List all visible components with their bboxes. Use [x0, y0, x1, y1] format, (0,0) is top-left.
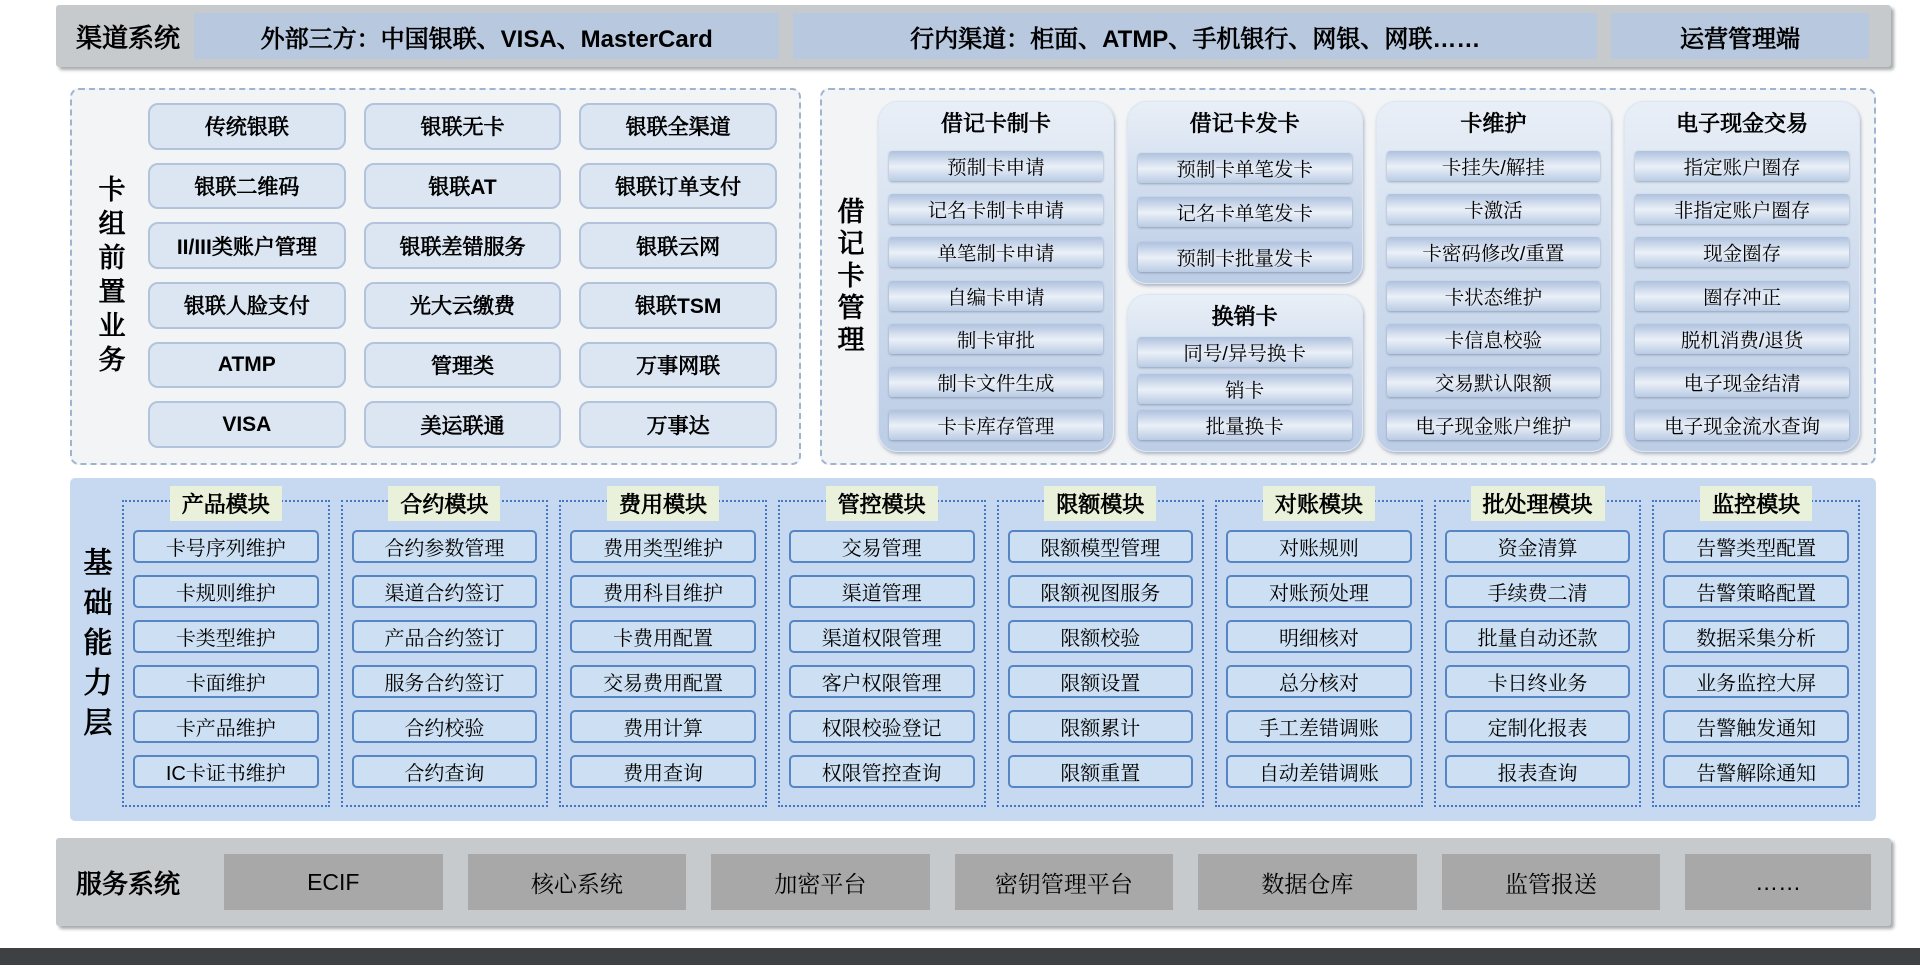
debit-button: 卡信息校验 — [1387, 324, 1601, 354]
debit-panel — [1376, 101, 1612, 452]
debit-button: 指定账户圈存 — [1635, 151, 1849, 181]
debit-button: 同号/异号换卡 — [1138, 337, 1352, 367]
module-title: 产品模块 — [170, 486, 282, 521]
module-button: 卡面维护 — [133, 665, 319, 698]
debit-button: 圈存冲正 — [1635, 281, 1849, 311]
base-layer-label: 基础能力层 — [79, 546, 112, 747]
debit-button: 卡挂失/解挂 — [1387, 151, 1601, 181]
card-front-button: 传统银联 — [148, 103, 346, 150]
debit-button: 卡状态维护 — [1387, 281, 1601, 311]
module-button: 限额视图服务 — [1008, 575, 1194, 608]
module-button: 手工差错调账 — [1226, 710, 1412, 743]
debit-button: 交易默认限额 — [1387, 367, 1601, 397]
debit-button: 卡卡库存管理 — [889, 410, 1103, 440]
module-button: 合约参数管理 — [352, 530, 538, 563]
debit-button: 批量换卡 — [1138, 410, 1352, 440]
module-button: 自动差错调账 — [1226, 755, 1412, 788]
module-button: 卡产品维护 — [133, 710, 319, 743]
module-button: 费用科目维护 — [570, 575, 756, 608]
card-front-button: 银联二维码 — [148, 163, 346, 210]
bottom-strip — [0, 948, 1920, 965]
module-panel — [122, 492, 330, 807]
service-box: 数据仓库 — [1198, 854, 1417, 910]
service-box: 加密平台 — [711, 854, 930, 910]
module-button: 告警策略配置 — [1663, 575, 1849, 608]
debit-column — [878, 101, 1114, 452]
debit-button: 非指定账户圈存 — [1635, 194, 1849, 224]
module-button: 卡规则维护 — [133, 575, 319, 608]
debit-panel — [1624, 101, 1860, 452]
debit-panel-title: 借记卡发卡 — [1189, 111, 1300, 136]
module-title: 限额模块 — [1044, 486, 1156, 521]
module-button: 渠道权限管理 — [789, 620, 975, 653]
channel-box: 外部三方：中国银联、VISA、MasterCard — [194, 13, 779, 59]
module-button: 费用类型维护 — [570, 530, 756, 563]
debit-panel — [878, 101, 1114, 452]
debit-panel — [1127, 101, 1363, 284]
debit-column — [1624, 101, 1860, 452]
module-button: 限额校验 — [1008, 620, 1194, 653]
module-button: 告警触发通知 — [1663, 710, 1849, 743]
card-front-button: II/III类账户管理 — [148, 222, 346, 269]
service-boxes — [194, 854, 1891, 910]
module-title: 监控模块 — [1700, 486, 1812, 521]
service-box: …… — [1685, 854, 1871, 910]
module-button: 权限校验登记 — [789, 710, 975, 743]
module-button: 对账预处理 — [1226, 575, 1412, 608]
debit-button: 电子现金账户维护 — [1387, 410, 1601, 440]
debit-button: 制卡审批 — [889, 324, 1103, 354]
module-panel — [778, 492, 986, 807]
module-panel — [1215, 492, 1423, 807]
card-front-button: 万事网联 — [579, 342, 777, 389]
module-button: 卡类型维护 — [133, 620, 319, 653]
card-front-button: 银联TSM — [579, 282, 777, 329]
module-button: 告警解除通知 — [1663, 755, 1849, 788]
card-front-button: 美运联通 — [364, 401, 562, 448]
module-button: 合约查询 — [352, 755, 538, 788]
channel-box: 行内渠道：柜面、ATMP、手机银行、网银、网联…… — [793, 13, 1597, 59]
card-front-grid — [148, 90, 799, 463]
module-title: 批处理模块 — [1471, 486, 1605, 521]
module-button: 总分核对 — [1226, 665, 1412, 698]
channel-bar-label: 渠道系统 — [76, 22, 181, 53]
module-button: 限额设置 — [1008, 665, 1194, 698]
card-front-button: 万事达 — [579, 401, 777, 448]
debit-panel-title: 换销卡 — [1211, 304, 1278, 329]
module-button: 卡号序列维护 — [133, 530, 319, 563]
module-button: 产品合约签订 — [352, 620, 538, 653]
debit-button: 制卡文件生成 — [889, 367, 1103, 397]
module-button: 权限管控查询 — [789, 755, 975, 788]
module-button: 费用查询 — [570, 755, 756, 788]
debit-button: 记名卡制卡申请 — [889, 194, 1103, 224]
module-button: 业务监控大屏 — [1663, 665, 1849, 698]
card-front-button: 银联差错服务 — [364, 222, 562, 269]
module-title: 费用模块 — [607, 486, 719, 521]
module-panel — [1652, 492, 1860, 807]
debit-button: 自编卡申请 — [889, 281, 1103, 311]
service-box: 监管报送 — [1442, 854, 1661, 910]
module-button: 渠道管理 — [789, 575, 975, 608]
debit-button: 单笔制卡申请 — [889, 237, 1103, 267]
debit-button: 现金圈存 — [1635, 237, 1849, 267]
module-button: 对账规则 — [1226, 530, 1412, 563]
channel-box: 运营管理端 — [1611, 13, 1869, 59]
module-panel — [997, 492, 1205, 807]
module-panel — [1434, 492, 1642, 807]
card-front-button: 银联订单支付 — [579, 163, 777, 210]
module-button: 交易管理 — [789, 530, 975, 563]
debit-button: 预制卡申请 — [889, 151, 1103, 181]
card-front-button: 银联云网 — [579, 222, 777, 269]
card-front-button: 银联人脸支付 — [148, 282, 346, 329]
module-button: 定制化报表 — [1445, 710, 1631, 743]
card-front-button: 银联AT — [364, 163, 562, 210]
debit-button: 卡激活 — [1387, 194, 1601, 224]
base-layer-modules — [122, 492, 1860, 807]
card-front-button: 银联全渠道 — [579, 103, 777, 150]
module-button: 服务合约签订 — [352, 665, 538, 698]
module-button: 交易费用配置 — [570, 665, 756, 698]
module-button: 手续费二清 — [1445, 575, 1631, 608]
service-bar — [56, 838, 1891, 926]
channel-boxes — [194, 13, 1891, 59]
card-front-label: 卡组前置业务 — [94, 174, 125, 379]
debit-card-columns — [876, 90, 1874, 463]
debit-column — [1127, 101, 1363, 452]
card-front-section — [70, 88, 801, 465]
card-front-button: 管理类 — [364, 342, 562, 389]
debit-card-section — [820, 88, 1876, 465]
debit-button: 电子现金流水查询 — [1635, 410, 1849, 440]
service-box: 核心系统 — [468, 854, 687, 910]
debit-button: 记名卡单笔发卡 — [1138, 197, 1352, 227]
module-button: 合约校验 — [352, 710, 538, 743]
module-button: 批量自动还款 — [1445, 620, 1631, 653]
service-box: 密钥管理平台 — [955, 854, 1174, 910]
debit-card-label: 借记卡管理 — [833, 196, 864, 357]
card-front-button: 光大云缴费 — [364, 282, 562, 329]
debit-button: 预制卡批量发卡 — [1138, 242, 1352, 272]
module-panel — [559, 492, 767, 807]
debit-button: 电子现金结清 — [1635, 367, 1849, 397]
module-title: 合约模块 — [388, 486, 500, 521]
module-button: 数据采集分析 — [1663, 620, 1849, 653]
card-front-button: ATMP — [148, 342, 346, 389]
module-panel — [341, 492, 549, 807]
module-button: 客户权限管理 — [789, 665, 975, 698]
module-button: 明细核对 — [1226, 620, 1412, 653]
service-box: ECIF — [224, 854, 443, 910]
module-button: 卡日终业务 — [1445, 665, 1631, 698]
debit-column — [1376, 101, 1612, 452]
debit-button: 卡密码修改/重置 — [1387, 237, 1601, 267]
debit-button: 预制卡单笔发卡 — [1138, 153, 1352, 183]
module-button: 渠道合约签订 — [352, 575, 538, 608]
module-button: IC卡证书维护 — [133, 755, 319, 788]
card-front-button: VISA — [148, 401, 346, 448]
debit-button: 销卡 — [1138, 374, 1352, 404]
module-title: 管控模块 — [826, 486, 938, 521]
module-button: 卡费用配置 — [570, 620, 756, 653]
module-button: 报表查询 — [1445, 755, 1631, 788]
service-bar-label: 服务系统 — [76, 868, 181, 899]
channel-bar — [56, 5, 1891, 67]
module-title: 对账模块 — [1263, 486, 1375, 521]
module-button: 限额累计 — [1008, 710, 1194, 743]
module-button: 资金清算 — [1445, 530, 1631, 563]
debit-panel — [1127, 294, 1363, 452]
base-layer-section — [70, 478, 1876, 821]
module-button: 限额重置 — [1008, 755, 1194, 788]
debit-panel-title: 电子现金交易 — [1676, 111, 1809, 136]
debit-panel-title: 卡维护 — [1460, 111, 1527, 136]
card-front-button: 银联无卡 — [364, 103, 562, 150]
module-button: 告警类型配置 — [1663, 530, 1849, 563]
module-button: 费用计算 — [570, 710, 756, 743]
debit-button: 脱机消费/退货 — [1635, 324, 1849, 354]
module-button: 限额模型管理 — [1008, 530, 1194, 563]
debit-panel-title: 借记卡制卡 — [940, 111, 1051, 136]
